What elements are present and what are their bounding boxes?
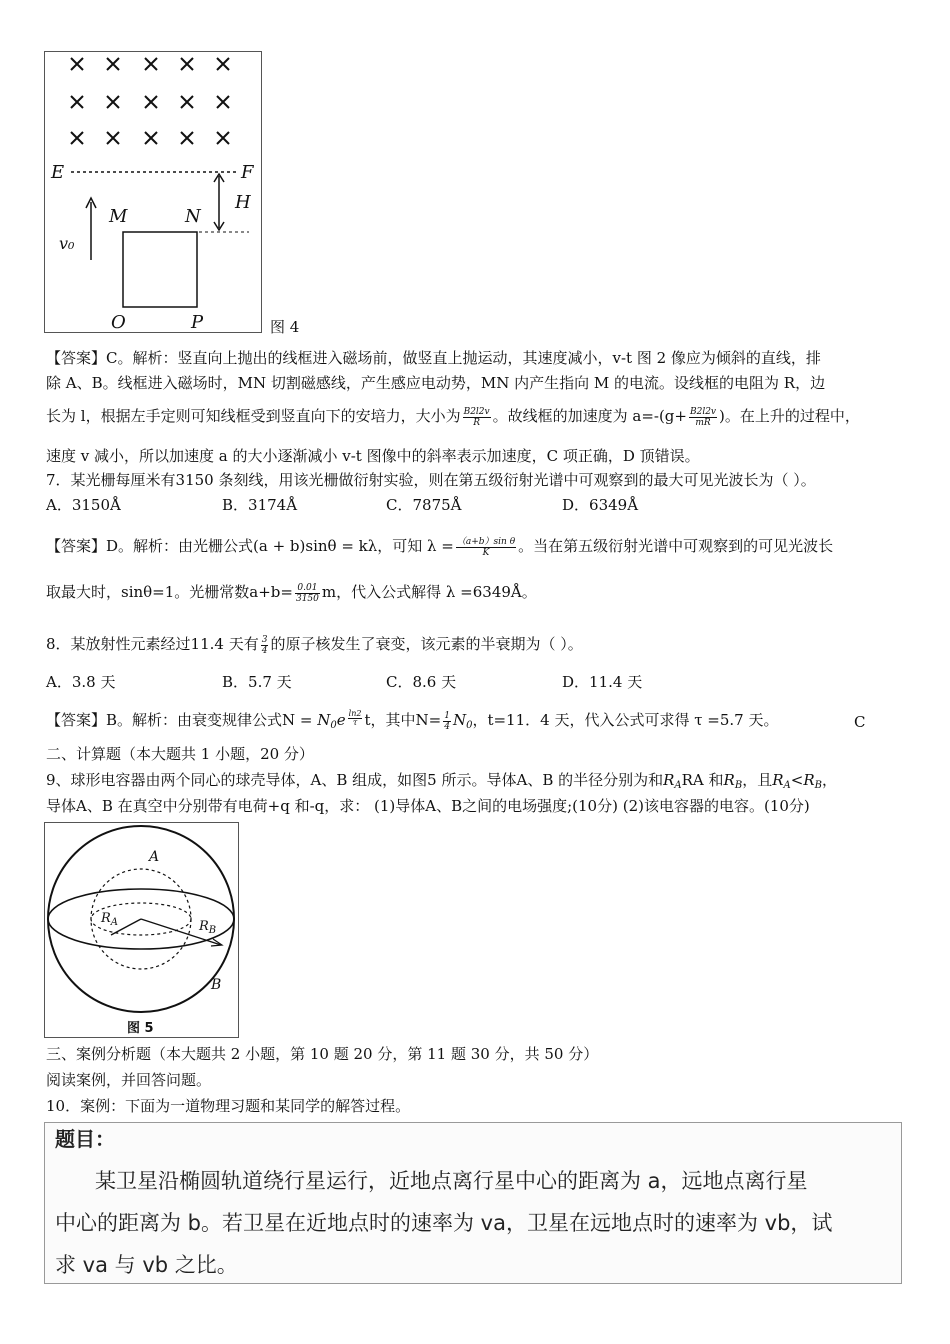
q7-ans-text-a: 【答案】D。解析：由光栅公式(a + b)sinθ = kλ，可知 λ = (46, 537, 454, 555)
fraction-acceleration: $\frac{B2l2v}{mR}$ (689, 406, 717, 428)
q9-line2: 导体A、B 在真空中分别带有电荷+q 和-q，求： (1)导体A、B之间的电场强度;(10分) (2)该电容器的电容。(10分) (46, 797, 810, 815)
magnetic-field-x-marks (71, 58, 229, 144)
figure-4-drawing (45, 52, 261, 332)
q8-exp-base: e (336, 711, 346, 729)
q8-ans-text-a: 【答案】B。解析：由衰变规律公式N = (46, 711, 313, 729)
q9-line1: 9、球形电容器由两个同心的球壳导体，A、B 组成，如图5 所示。导体A、B 的半径分别为和$R_ARA$ 和$R_B$，且$R_A<R_B$， (46, 771, 837, 791)
fig5-label-RA: $R_A$ (101, 911, 119, 928)
q7-option-a: A．3150Å (46, 496, 121, 514)
q8-stem (46, 634, 583, 656)
q6-answer-line3 (46, 406, 860, 428)
q8-stem-text-a: 8．某放射性元素经过11.4 天有 (46, 635, 259, 653)
q9-r: R (663, 771, 675, 789)
q8-n0-2-sub: 0 (466, 720, 473, 731)
q8-option-c: C．8.6 天 (386, 673, 457, 691)
q8-answer-c: C (854, 713, 866, 731)
q9-lt: < (790, 771, 804, 789)
q7-answer-line2 (46, 582, 537, 604)
fig5-label-RB: $R_B$ (199, 919, 217, 936)
q7-option-d: D．6349Å (562, 496, 639, 514)
figure-5 (44, 822, 239, 1038)
q8-option-d: D．11.4 天 (562, 673, 643, 691)
q9-r-4: R (803, 771, 815, 789)
fig5-label-B: B (211, 977, 222, 993)
q10-box-heading: 题目： (55, 1127, 115, 1151)
figure-4 (44, 51, 262, 333)
q8-option-b: B．5.7 天 (222, 673, 292, 691)
q8-answer (46, 710, 778, 736)
q7-ans-text-b: 。当在第五级衍射光谱中可观察到的可见光波长 (518, 537, 834, 555)
q9-r-3: R (772, 771, 784, 789)
fraction-one-quarter: $\frac{1}{4}$ (444, 710, 450, 732)
q6-answer-line4: 速度 v 减小，所以加速度 a 的大小逐渐减小 v-t 图像中的斜率表示加速度，C 项正确，D 顶错误。 (46, 447, 700, 465)
fraction-ln2-tau: $\frac{\ln 2}{\tau}$ (348, 709, 362, 727)
q8-n0: N (317, 711, 331, 729)
q10-box-line2: 中心的距离为 b。若卫星在近地点时的速率为 va，卫星在远地点时的速率为 vb，试 (55, 1211, 833, 1235)
q7-option-b: B．3174Å (222, 496, 298, 514)
q7-ans2-text-a: 取最大时，sinθ=1。光栅常数a+b= (46, 583, 293, 601)
q8-ans-text-b: ，t=11．4 天，代入公式可求得 τ =5.7 天。 (472, 711, 779, 729)
q8-option-a: A．3.8 天 (46, 673, 116, 691)
q7-answer-line1 (46, 536, 833, 558)
q9-text-a: 9、球形电容器由两个同心的球壳导体，A、B 组成，如图5 所示。导体A、B 的半径分别为和 (46, 771, 664, 789)
label-O: O (111, 312, 126, 333)
section-2-title: 二、计算题（本大题共 1 小题，20 分） (46, 745, 314, 763)
q10-intro: 10．案例：下面为一道物理习题和某同学的解答过程。 (46, 1097, 411, 1115)
q7-option-c: C．7875Å (386, 496, 462, 514)
label-M: M (109, 206, 128, 227)
label-N: N (185, 206, 201, 227)
q9-r-2: R (723, 771, 735, 789)
q7-ans2-text-b: m，代入公式解得 λ =6349Å。 (321, 583, 537, 601)
label-E: E (51, 162, 65, 183)
q6-answer-line2: 除 A、B。线框进入磁场时，MN 切割磁感线，产生感应电动势，MN 内产生指向 M 的电流。设线框的电阻为 R，边 (46, 374, 826, 392)
q8-n0-sub: 0 (330, 720, 337, 731)
q7-stem: 7．某光栅每厘米有3150 条刻线，用该光栅做衍射实验，则在第五级衍射光谱中可观察到的最大可见光波长为（ ）。 (46, 471, 816, 489)
q9-r-sub-a-2: A (783, 780, 791, 791)
figure-5-caption: 图 5 (127, 1021, 154, 1036)
fig5-label-A: A (149, 849, 160, 865)
q8-stem-text-b: 的原子核发生了衰变，该元素的半衰期为（ ）。 (270, 635, 583, 653)
section-3-title: 三、案例分析题（本大题共 2 小题，第 10 题 20 分，第 11 题 30 分，共 50 分） (46, 1045, 599, 1063)
q6-text-c: )。在上升的过程中， (719, 407, 860, 425)
label-v0: v₀ (59, 234, 75, 253)
q10-box-line1: 某卫星沿椭圆轨道绕行星运行，近地点离行星中心的距离为 a，远地点离行星 (95, 1169, 808, 1193)
q9-text-b: RA 和 (681, 771, 724, 789)
q6-answer-line1: 【答案】C。解析：竖直向上抛出的线框进入磁场前，做竖直上抛运动，其速度减小，v-t 图 2 像应为倾斜的直线，排 (46, 349, 821, 367)
fraction-grating-constant: $\frac{0.01}{3150}$ (295, 582, 319, 604)
q8-n0-2: N (452, 711, 467, 729)
fraction-ampere-force: $\frac{B2l2v}{R}$ (463, 406, 490, 428)
q8-ans-text-t: t，其中N= (364, 711, 442, 729)
label-F: F (241, 162, 254, 183)
q10-problem-box (44, 1122, 902, 1284)
label-H: H (235, 192, 251, 213)
q6-text-a: 长为 l，根据左手定则可知线框受到竖直向下的安培力，大小为 (46, 407, 461, 425)
q6-text-b: 。故线框的加速度为 a=-(g+ (492, 407, 687, 425)
q9-r-sub-b: B (734, 780, 743, 791)
q9-r-sub-b-2: B (814, 780, 822, 791)
figure-4-caption: 图 4 (270, 318, 300, 336)
label-P: P (191, 312, 204, 333)
fraction-three-quarters: $\frac{3}{4}$ (261, 634, 268, 656)
section-3-instruction: 阅读案例，并回答问题。 (46, 1071, 212, 1089)
fraction-grating: $\frac{\text{（a+b）sin θ}}{K}$ (456, 536, 516, 558)
q9-r-sub-a: A (674, 780, 682, 791)
q9-text-c: ，且 (742, 771, 773, 789)
q10-box-line3: 求 va 与 vb 之比。 (55, 1253, 238, 1277)
